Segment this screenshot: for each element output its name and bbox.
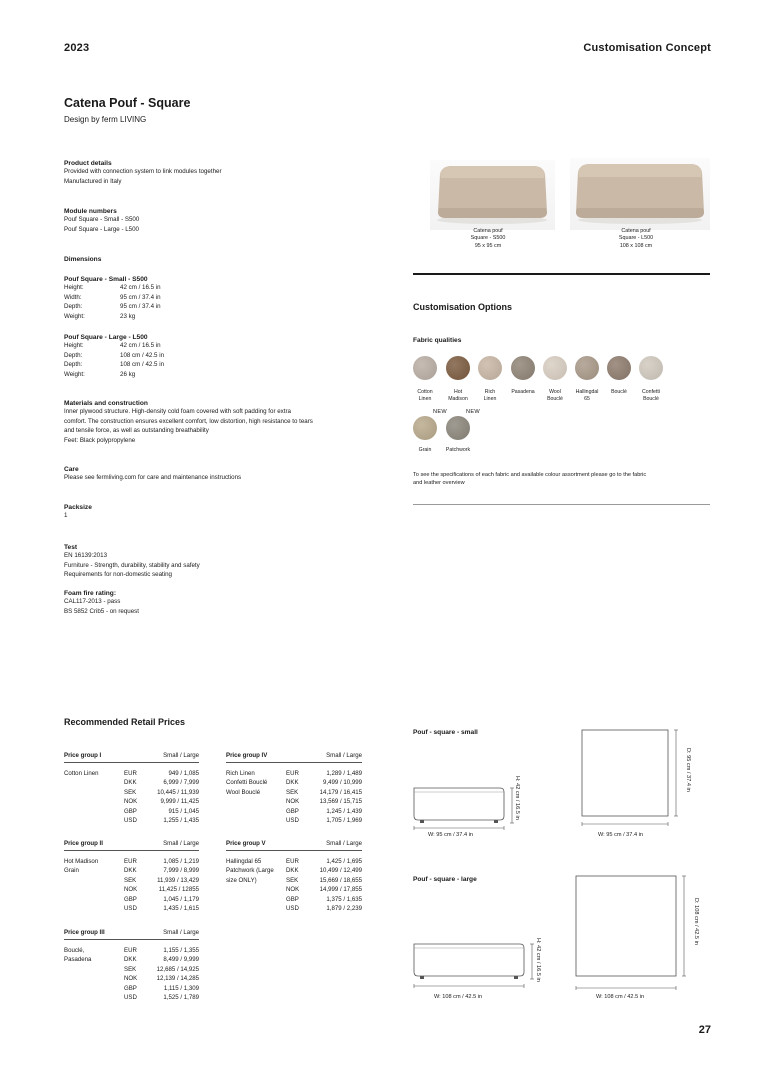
front-view-large bbox=[408, 928, 548, 998]
caption-line: Square - S500 bbox=[470, 235, 506, 242]
dim-key: Depth: bbox=[64, 361, 83, 368]
materials-heading: Materials and construction bbox=[64, 400, 148, 407]
price-group-title: Price group IV bbox=[226, 752, 268, 759]
price-row: GBP 915 / 1,045 bbox=[124, 807, 199, 815]
details-line: Manufactured in Italy bbox=[64, 177, 122, 185]
price-row: DKK 8,499 / 9,999 bbox=[124, 956, 199, 964]
product-details bbox=[64, 160, 222, 186]
dim-value: 23 kg bbox=[120, 312, 136, 320]
module-numbers-heading: Module numbers bbox=[64, 208, 117, 215]
top-view-large bbox=[572, 872, 697, 997]
caption-line: Catena pouf bbox=[473, 228, 503, 234]
section-title: Customisation Concept bbox=[583, 42, 711, 54]
dim-key: Weight: bbox=[64, 312, 85, 320]
width-label: W: 108 cm / 42.5 in bbox=[596, 994, 645, 1000]
materials-line: Inner plywood structure. High-density cold foam covered with soft padding for extra bbox=[64, 408, 291, 415]
dim-value: 108 cm / 42.5 in bbox=[120, 361, 165, 368]
photo-large-caption bbox=[596, 228, 676, 250]
photo-small-caption bbox=[448, 228, 528, 250]
fabric-swatch-boucle[interactable] bbox=[607, 356, 631, 380]
price-row: NOK 9,999 / 11,425 bbox=[124, 798, 199, 806]
price-row: NOK 13,569 / 15,715 bbox=[286, 798, 362, 806]
price-group-title: Price group II bbox=[64, 840, 103, 847]
depth-label: D: 95 cm / 37.4 in bbox=[685, 748, 691, 792]
materials-line: comfort. The construction ensures excellent comfort, low distortion, high resistance to tears bbox=[64, 417, 313, 425]
fabric-swatch-hallingdal[interactable] bbox=[575, 356, 599, 380]
price-row: DKK 10,499 / 12,499 bbox=[286, 867, 362, 875]
price-row: EUR 1,085 / 1,219 bbox=[124, 858, 199, 865]
fabric-swatch-patchwork[interactable] bbox=[446, 416, 470, 440]
fire-line: CAL117-2013 - pass bbox=[64, 598, 121, 605]
size-label: Small / Large bbox=[163, 752, 199, 759]
fabric-swatch-rich-linen[interactable] bbox=[478, 356, 502, 380]
packsize bbox=[64, 504, 92, 521]
price-group-title: Price group III bbox=[64, 929, 105, 936]
module-numbers bbox=[64, 208, 139, 234]
fabric-name: Confetti Bouclé bbox=[226, 779, 268, 787]
pouf-small-image bbox=[430, 160, 555, 230]
new-badge: NEW bbox=[433, 409, 447, 415]
price-group-4 bbox=[226, 752, 362, 824]
dim-key: Depth: bbox=[64, 351, 83, 359]
fabric-name: Grain bbox=[64, 867, 79, 875]
dim-value: 42 cm / 16.5 in bbox=[120, 342, 161, 349]
top-view-small bbox=[578, 728, 688, 833]
price-row: SEK 12,685 / 14,925 bbox=[124, 965, 199, 973]
fabric-name: Wool Bouclé bbox=[226, 788, 261, 796]
price-row: USD 1,255 / 1,435 bbox=[124, 816, 199, 824]
fabric-swatch-wool-boucle[interactable] bbox=[543, 356, 567, 380]
fabric-name: Patchwork (Large bbox=[226, 867, 274, 875]
dim-key: Height: bbox=[64, 284, 84, 291]
fabric-name: Bouclé, bbox=[64, 947, 85, 954]
price-row: SEK 14,179 / 16,415 bbox=[286, 788, 362, 796]
dim-key: Width: bbox=[64, 293, 82, 301]
price-group-3 bbox=[64, 929, 199, 1001]
price-row: SEK 15,669 / 18,655 bbox=[286, 876, 362, 884]
fabric-label: Grain bbox=[418, 447, 432, 453]
dimensions-small bbox=[64, 276, 161, 321]
caption-line: Catena pouf bbox=[621, 228, 651, 234]
fire-line: BS 5852 Crib5 - on request bbox=[64, 607, 139, 615]
price-row: EUR 949 / 1,085 bbox=[124, 770, 199, 777]
fabric-swatch-hot-madison[interactable] bbox=[446, 356, 470, 380]
fabric-label: Rich Linen bbox=[483, 389, 497, 402]
page-number: 27 bbox=[698, 1024, 711, 1036]
fabric-name: Pasadena bbox=[64, 956, 92, 964]
fabric-label: Confetti Bouclé bbox=[642, 389, 660, 402]
fabric-note: To see the specifications of each fabric and available colour assortment please go to the fabric and leather overview bbox=[413, 472, 647, 486]
price-group-2 bbox=[64, 840, 199, 912]
front-view-small bbox=[408, 770, 528, 840]
fabric-label: Cotton Linen bbox=[417, 389, 433, 402]
price-row: USD 1,525 / 1,789 bbox=[124, 993, 199, 1001]
height-label: H: 42 cm / 16.5 in bbox=[514, 776, 520, 820]
care-heading: Care bbox=[64, 466, 79, 473]
product-details-heading: Product details bbox=[64, 160, 112, 167]
customisation-heading: Customisation Options bbox=[413, 302, 512, 312]
fabric-label: Pasadena bbox=[511, 389, 535, 395]
fire-heading: Foam fire rating: bbox=[64, 590, 117, 597]
drawing-small-title: Pouf - square - small bbox=[413, 729, 478, 736]
dim-value: 95 cm / 37.4 in bbox=[120, 303, 161, 310]
test-heading: Test bbox=[64, 544, 78, 551]
fabric-label: Wool Bouclé bbox=[547, 389, 563, 402]
test-line: Furniture - Strength, durability, stability and safety bbox=[64, 561, 200, 569]
details-line: Provided with connection system to link modules together bbox=[64, 168, 222, 175]
price-row: EUR 1,155 / 1,355 bbox=[124, 947, 199, 954]
dim-value: 95 cm / 37.4 in bbox=[120, 293, 161, 301]
dim-small-title: Pouf Square - Small - S500 bbox=[64, 276, 148, 283]
dimensions bbox=[64, 256, 101, 263]
designer: Design by ferm LIVING bbox=[64, 115, 147, 124]
size-label: Small / Large bbox=[163, 929, 199, 936]
price-row: DKK 6,999 / 7,999 bbox=[124, 779, 199, 787]
price-group-1 bbox=[64, 752, 199, 824]
fabric-swatch-grain[interactable] bbox=[413, 416, 437, 440]
materials-line: and tensile force, as well as outstanding breathability bbox=[64, 427, 209, 434]
dim-value: 26 kg bbox=[120, 370, 136, 378]
new-badge: NEW bbox=[466, 409, 480, 415]
price-row: GBP 1,045 / 1,179 bbox=[124, 895, 199, 903]
fabric-label: Hallingdal 65 bbox=[575, 389, 599, 402]
materials-line: Feet: Black polypropylene bbox=[64, 436, 136, 444]
prices-heading: Recommended Retail Prices bbox=[64, 717, 186, 727]
size-label: Small / Large bbox=[326, 752, 362, 759]
fabric-name: size ONLY) bbox=[226, 876, 257, 884]
test-line: EN 16139:2013 bbox=[64, 552, 108, 559]
size-label: Small / Large bbox=[163, 840, 199, 847]
price-row: SEK 11,939 / 13,429 bbox=[124, 876, 199, 884]
price-group-5 bbox=[226, 840, 362, 912]
photo-small bbox=[430, 160, 555, 230]
price-row: SEK 10,445 / 11,939 bbox=[124, 788, 199, 796]
height-label: H: 42 cm / 16.5 in bbox=[535, 938, 541, 982]
price-row: DKK 7,999 / 8,999 bbox=[124, 867, 199, 875]
price-row: EUR 1,425 / 1,695 bbox=[286, 858, 362, 865]
dimensions-heading: Dimensions bbox=[64, 256, 102, 263]
price-row: GBP 1,245 / 1,439 bbox=[286, 807, 362, 815]
fabric-label: Patchwork bbox=[445, 447, 471, 453]
fabric-qualities-heading: Fabric qualities bbox=[413, 337, 462, 344]
dim-value: 108 cm / 42.5 in bbox=[120, 351, 165, 359]
dimensions-large bbox=[64, 334, 164, 379]
width-label: W: 95 cm / 37.4 in bbox=[598, 832, 643, 838]
price-row: DKK 9,499 / 10,999 bbox=[286, 779, 362, 787]
packsize-value: 1 bbox=[64, 512, 68, 519]
price-group-title: Price group V bbox=[226, 840, 266, 847]
price-row: USD 1,879 / 2,239 bbox=[286, 904, 362, 912]
dim-key: Weight: bbox=[64, 370, 85, 378]
price-row: GBP 1,375 / 1,635 bbox=[286, 895, 362, 903]
year: 2023 bbox=[64, 42, 90, 54]
care-text: Please see fermliving.com for care and maintenance instructions bbox=[64, 474, 242, 481]
fabric-name: Cotton Linen bbox=[64, 770, 99, 777]
pouf-large-image bbox=[570, 158, 710, 230]
fabric-swatch-confetti-boucle[interactable] bbox=[639, 356, 663, 380]
caption-line: 108 x 108 cm bbox=[619, 242, 653, 249]
price-group-title: Price group I bbox=[64, 752, 102, 759]
fabric-swatch-cotton-linen[interactable] bbox=[413, 356, 437, 380]
caption-line: 95 x 95 cm bbox=[474, 242, 502, 249]
price-row: NOK 11,425 / 12855 bbox=[124, 886, 199, 894]
price-row: NOK 12,139 / 14,285 bbox=[124, 975, 199, 983]
dim-large-title: Pouf Square - Large - L500 bbox=[64, 334, 148, 341]
fabric-name: Hallingdal 65 bbox=[226, 858, 262, 865]
materials bbox=[64, 400, 364, 445]
product-title: Catena Pouf - Square bbox=[64, 96, 191, 110]
price-row: USD 1,435 / 1,615 bbox=[124, 904, 199, 912]
fabric-name: Hot Madison bbox=[64, 858, 99, 865]
drawing-large-title: Pouf - square - large bbox=[413, 876, 477, 883]
module-line: Pouf Square - Large - L500 bbox=[64, 225, 139, 233]
price-row: USD 1,705 / 1,969 bbox=[286, 816, 362, 824]
size-label: Small / Large bbox=[326, 840, 362, 847]
dim-value: 42 cm / 16.5 in bbox=[120, 284, 161, 291]
width-label: W: 108 cm / 42.5 in bbox=[434, 994, 483, 1000]
depth-label: D: 108 cm / 42.5 in bbox=[693, 898, 699, 945]
price-row: GBP 1,115 / 1,309 bbox=[124, 984, 199, 992]
care bbox=[64, 466, 241, 483]
price-row: NOK 14,999 / 17,855 bbox=[286, 886, 362, 894]
test-line: Requirements for non-domestic seating bbox=[64, 571, 172, 578]
fire-rating bbox=[64, 590, 139, 616]
price-row: EUR 1,289 / 1,489 bbox=[286, 770, 362, 777]
fabric-swatch-pasadena[interactable] bbox=[511, 356, 535, 380]
photo-large bbox=[570, 158, 710, 230]
fabric-label: Hot Madison bbox=[448, 389, 468, 402]
divider bbox=[413, 504, 710, 505]
packsize-heading: Packsize bbox=[64, 504, 92, 511]
divider bbox=[413, 273, 710, 275]
width-label: W: 95 cm / 37.4 in bbox=[428, 832, 473, 838]
module-line: Pouf Square - Small - S500 bbox=[64, 216, 140, 223]
dim-key: Depth: bbox=[64, 303, 83, 310]
test bbox=[64, 544, 200, 580]
dim-key: Height: bbox=[64, 342, 84, 349]
caption-line: Square - L500 bbox=[618, 235, 654, 242]
fabric-label: Bouclé bbox=[611, 389, 627, 395]
fabric-name: Rich Linen bbox=[226, 770, 255, 777]
